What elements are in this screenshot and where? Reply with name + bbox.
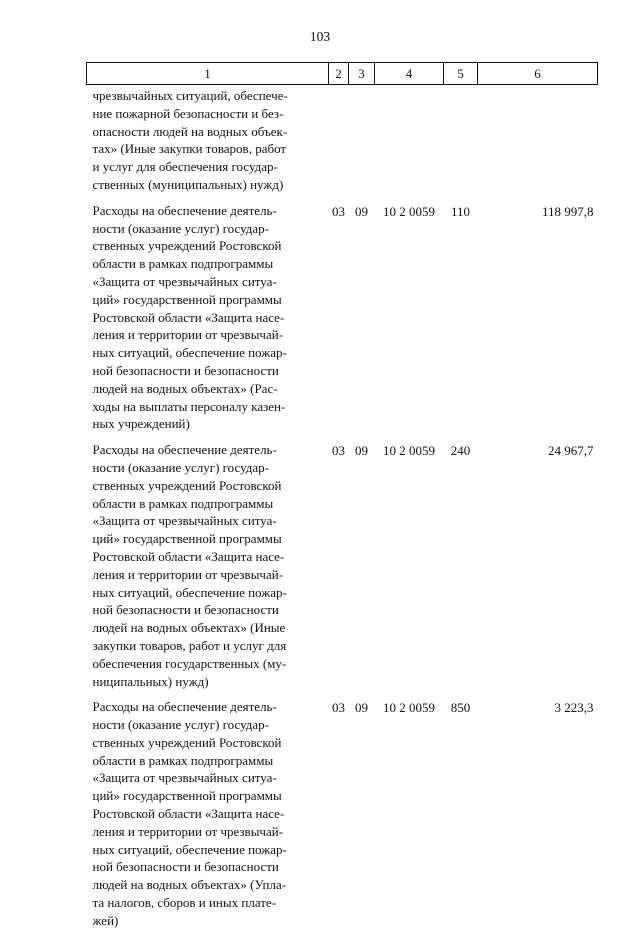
table-header-row <box>87 63 598 85</box>
description-line: ной безопасности и безопасности <box>92 362 279 378</box>
description-line: обеспечения государственных (му- <box>92 655 287 671</box>
amount: 3 223,3 <box>554 700 594 716</box>
description-line: ниципальных) нужд) <box>92 673 209 689</box>
description-line: ных ситуаций, обеспечение пожар- <box>92 841 287 857</box>
amount: 118 997,8 <box>541 203 594 219</box>
description-line: Ростовской области «Защита насе- <box>92 806 285 822</box>
subsection-code <box>349 85 375 202</box>
subsection-code: 09 <box>355 700 368 716</box>
description-line: ственных учреждений Ростовской <box>92 477 282 493</box>
description-line: ций» государственной программы <box>92 531 282 547</box>
description-line: «Защита от чрезвычайных ситуа- <box>92 273 277 289</box>
description-line: ственных учреждений Ростовской <box>92 238 282 254</box>
table-row <box>87 441 598 698</box>
description-line: тах» (Иные закупки товаров, работ <box>92 141 287 157</box>
description-line: та налогов, сборов и иных плате- <box>92 895 277 911</box>
section-code <box>329 85 349 202</box>
description-line: области в рамках подпрограммы <box>92 256 274 272</box>
description-line: ственных учреждений Ростовской <box>92 734 282 750</box>
table-row <box>87 85 598 202</box>
description-line: Расходы на обеспечение деятель- <box>92 442 277 458</box>
column-header-3: 3 <box>349 63 375 85</box>
expense-type-code: 240 <box>450 443 471 459</box>
description-line: ственных (муниципальных) нужд) <box>92 176 284 192</box>
description-line: ления и территории от чрезвычай- <box>92 327 284 343</box>
description-line: Расходы на обеспечение деятель- <box>92 699 277 715</box>
description-line: жей) <box>92 912 119 928</box>
amount <box>478 85 598 202</box>
row-description <box>87 85 329 202</box>
description-line: ной безопасности и безопасности <box>92 602 279 618</box>
description-line: ходы на выплаты персоналу казен- <box>92 398 286 414</box>
section-code: 03 <box>332 700 345 716</box>
description-line: ций» государственной программы <box>92 291 282 307</box>
description-line: области в рамках подпрограммы <box>92 495 274 511</box>
description-line: Ростовской области «Защита насе- <box>92 309 285 325</box>
description-line: ных ситуаций, обеспечение пожар- <box>92 345 287 361</box>
description-line: ности (оказание услуг) государ- <box>92 717 269 733</box>
description-line: ние пожарной безопасности и без- <box>92 105 284 121</box>
section-code: 03 <box>332 203 345 219</box>
description-line: людей на водных объектах» (Рас- <box>92 380 278 396</box>
description-line: «Защита от чрезвычайных ситуа- <box>92 513 277 529</box>
expense-type-code: 110 <box>450 203 471 219</box>
expense-type-code <box>444 85 478 202</box>
description-line: Ростовской области «Защита насе- <box>92 548 285 564</box>
column-header-5: 5 <box>444 63 478 85</box>
budget-table <box>86 62 598 938</box>
table-row <box>87 202 598 441</box>
description-line: ных ситуаций, обеспечение пожар- <box>92 584 287 600</box>
description-line: «Защита от чрезвычайных ситуа- <box>92 770 277 786</box>
target-article-code: 10 2 0059 <box>383 443 435 459</box>
description-line: ций» государственной программы <box>92 788 282 804</box>
description-line: чрезвычайных ситуаций, обеспече- <box>92 88 288 103</box>
description-line: ной безопасности и безопасности <box>92 859 279 875</box>
description-line: людей на водных объектах» (Упла- <box>92 877 287 893</box>
target-article-code: 10 2 0059 <box>383 700 435 716</box>
column-header-6: 6 <box>478 63 598 85</box>
column-header-4: 4 <box>375 63 444 85</box>
row-description <box>87 202 329 441</box>
page-number: 103 <box>309 29 331 44</box>
target-article-code: 10 2 0059 <box>383 203 435 219</box>
description-line: ления и территории от чрезвычай- <box>92 823 284 839</box>
table-row <box>87 698 598 937</box>
description-line: ности (оказание услуг) государ- <box>92 459 269 475</box>
description-line: ности (оказание услуг) государ- <box>92 220 269 236</box>
subsection-code: 09 <box>355 203 368 219</box>
description-line: области в рамках подпрограммы <box>92 752 274 768</box>
description-line: ных учреждений) <box>92 416 190 432</box>
expense-type-code: 850 <box>450 700 471 716</box>
row-description <box>87 698 329 937</box>
description-line: людей на водных объектах» (Иные <box>92 620 286 636</box>
row-description <box>87 441 329 698</box>
column-header-2: 2 <box>329 63 349 85</box>
target-article-code <box>375 85 444 202</box>
amount: 24 967,7 <box>548 443 594 459</box>
description-line: и услуг для обеспечения государ- <box>92 159 278 175</box>
description-line: Расходы на обеспечение деятель- <box>92 202 277 218</box>
description-line: ления и территории от чрезвычай- <box>92 566 284 582</box>
column-header-1: 1 <box>87 63 329 85</box>
section-code: 03 <box>332 443 345 459</box>
description-line: опасности людей на водных объек- <box>92 123 288 139</box>
description-line: закупки товаров, работ и услуг для <box>92 637 287 653</box>
subsection-code: 09 <box>355 443 368 459</box>
